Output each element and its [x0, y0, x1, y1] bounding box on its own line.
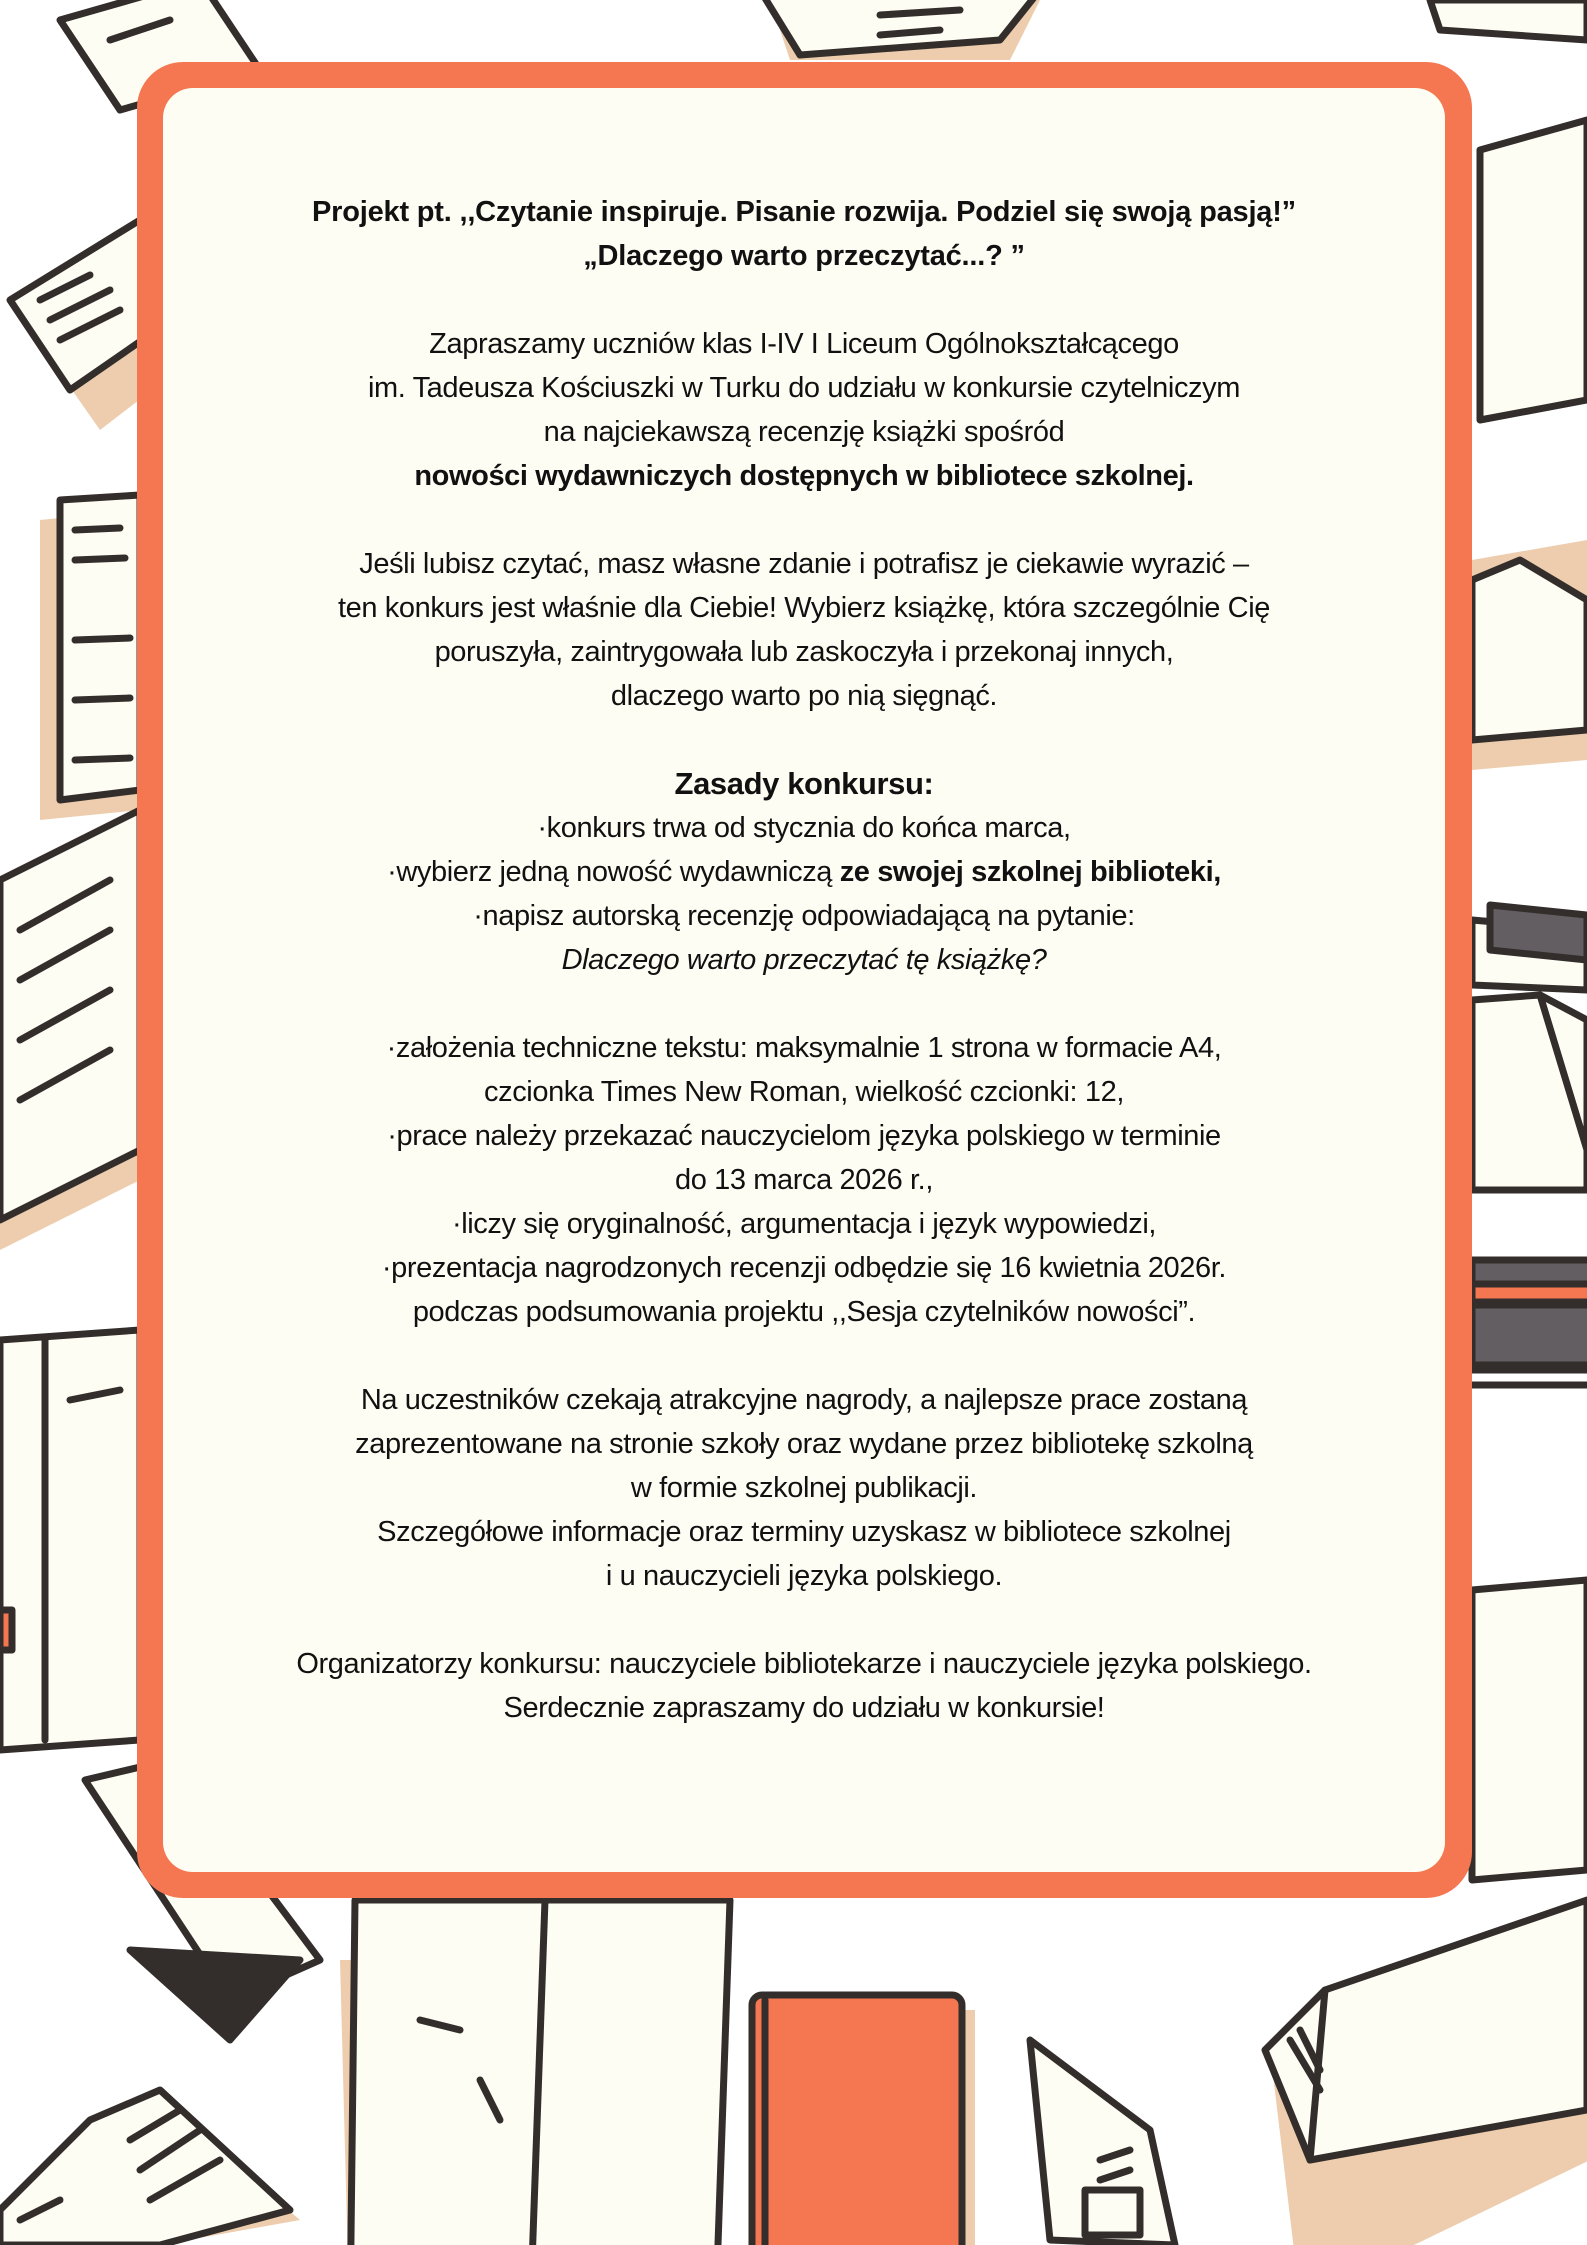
tech-line: ·prezentacja nagrodzonych recenzji odbędzie się 16 kwietnia 2026r.: [381, 1252, 1227, 1284]
rule-text-emphasis: ze swojej szkolnej biblioteki,: [839, 856, 1221, 888]
tech-line: podczas podsumowania projektu ,,Sesja czytelników nowości”.: [412, 1296, 1196, 1328]
prize-line: w formie szkolnej publikacji.: [630, 1472, 978, 1504]
organizers-line: Organizatorzy konkursu: nauczyciele bibliotekarze i nauczyciele języka polskiego.: [296, 1648, 1312, 1680]
pitch-line: dlaczego warto po nią sięgnąć.: [610, 680, 998, 712]
open-book-icon: [1430, 0, 1587, 40]
project-title: Projekt pt. ,,Czytanie inspiruje. Pisanie rozwija. Podziel się swoją pasją!”: [312, 196, 1296, 228]
poster-card: [163, 88, 1445, 1872]
open-book-icon: [0, 810, 140, 1250]
open-book-icon: [1480, 120, 1587, 420]
grey-book-icon: [1472, 905, 1587, 990]
open-book-icon: [760, 0, 1040, 60]
open-book-icon: [40, 495, 140, 820]
poster-content: [163, 190, 1445, 1730]
intro-line-emphasis: nowości wydawniczych dostępnych w bibliotece szkolnej.: [414, 460, 1194, 492]
rule-text: ·wybierz jedną nowość wydawniczą: [387, 856, 840, 888]
rule-item: [163, 850, 1445, 894]
invitation-line: Serdecznie zapraszamy do udziału w konkursie!: [503, 1692, 1105, 1724]
pitch-line: Jeśli lubisz czytać, masz własne zdanie i potrafisz je ciekawie wyrazić –: [359, 548, 1249, 580]
prize-line: Na uczestników czekają atrakcyjne nagrody, a najlepsze prace zostaną: [360, 1384, 1248, 1416]
tech-line: ·założenia techniczne tekstu: maksymalnie 1 strona w formacie A4,: [386, 1032, 1222, 1064]
review-question: Dlaczego warto przeczytać tę książkę?: [561, 944, 1047, 976]
open-book-icon: [1030, 2040, 1175, 2245]
open-book-icon: [0, 2090, 300, 2245]
project-subtitle: „Dlaczego warto przeczytać...? ”: [583, 240, 1025, 272]
prize-line: Szczegółowe informacje oraz terminy uzyskasz w bibliotece szkolnej: [377, 1516, 1231, 1548]
spacer: [163, 1598, 1445, 1642]
open-book-icon: [340, 1900, 730, 2245]
rule-item: ·napisz autorską recenzję odpowiadającą na pytanie:: [473, 900, 1135, 932]
pitch-line: poruszyła, zaintrygowała lub zaskoczyła i przekonaj innych,: [434, 636, 1174, 668]
prize-line: i u nauczycieli języka polskiego.: [605, 1560, 1003, 1592]
pitch-line: ten konkurs jest właśnie dla Ciebie! Wybierz książkę, która szczególnie Cię: [338, 592, 1270, 624]
open-book-icon: [1472, 540, 1587, 770]
intro-line: im. Tadeusza Kościuszki w Turku do udziału w konkursie czytelniczym: [367, 372, 1241, 404]
intro-line: Zapraszamy uczniów klas I-IV I Liceum Ogólnokształcącego: [429, 328, 1179, 360]
spacer: [163, 982, 1445, 1026]
intro-line: na najciekawszą recenzję książki spośród: [543, 416, 1065, 448]
prize-line: zaprezentowane na stronie szkoły oraz wydane przez bibliotekę szkolną: [355, 1428, 1253, 1460]
rule-item: ·konkurs trwa od stycznia do końca marca,: [537, 812, 1071, 844]
spacer: [163, 278, 1445, 322]
tech-line: czcionka Times New Roman, wielkość czcionki: 12,: [484, 1076, 1124, 1108]
open-book-icon: [1472, 1580, 1587, 1880]
open-book-icon: [1472, 995, 1587, 1190]
open-book-icon: [0, 1330, 140, 1750]
orange-book-icon: [752, 1995, 975, 2245]
spacer: [163, 718, 1445, 762]
tech-line: do 13 marca 2026 r.,: [675, 1164, 933, 1196]
rules-heading: Zasady konkursu:: [674, 766, 934, 801]
poster-frame: [137, 62, 1472, 1898]
open-book-icon: [1265, 1900, 1587, 2245]
tech-line: ·prace należy przekazać nauczycielom języka polskiego w terminie: [387, 1120, 1221, 1152]
spacer: [163, 1334, 1445, 1378]
grey-book-icon: [1472, 1260, 1587, 1385]
tech-line: ·liczy się oryginalność, argumentacja i język wypowiedzi,: [451, 1208, 1157, 1240]
spacer: [163, 498, 1445, 542]
